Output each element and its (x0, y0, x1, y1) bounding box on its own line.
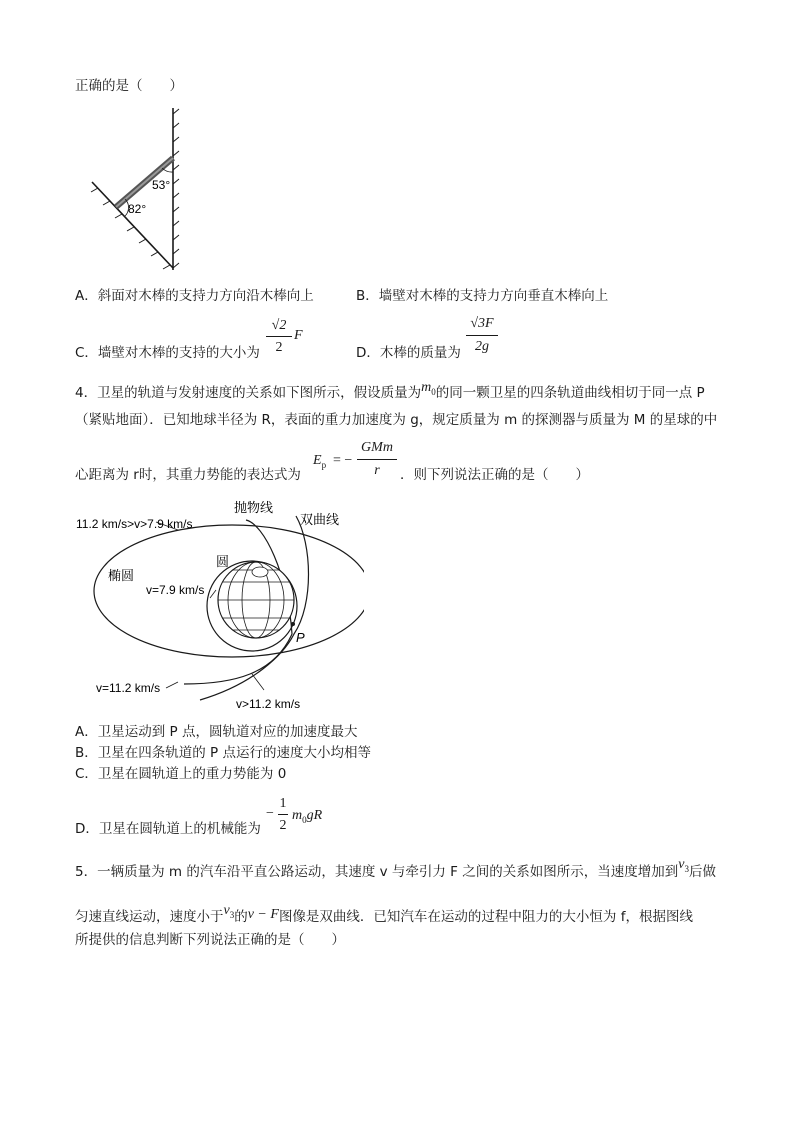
q4-option-c: C．卫星在圆轨道上的重力势能为 0 (75, 766, 287, 782)
q4-option-a: A．卫星运动到 P 点，圆轨道对应的加速度最大 (75, 724, 358, 740)
q3-stem-tail: 正确的是（ ） (75, 78, 183, 94)
q3-figure-rod-wall-incline (78, 98, 188, 278)
q5-line-3: 所提供的信息判断下列说法正确的是（ ） (75, 932, 345, 948)
incline-hatching (91, 188, 170, 269)
q4-d-denominator: 2 (279, 818, 287, 833)
q4-d-minus: − (266, 806, 274, 821)
q4-ep-denominator: r (374, 463, 380, 478)
label-ellipse: 椭圆 (108, 568, 135, 583)
q4-m0: $m_0$ (421, 380, 436, 397)
q3-c-variable: F (294, 328, 303, 343)
q4-d-tail: $m_0gR$ (292, 808, 323, 825)
q3-c-numerator: √2 (271, 318, 287, 333)
point-p-marker (291, 622, 295, 626)
q3-c-fraction-bar (266, 336, 292, 337)
angle-label-82: 82° (128, 202, 147, 216)
q3-d-numerator: √3F (470, 316, 494, 331)
q5-v3-inline: $v_3$ (223, 903, 235, 920)
wall-hatching (173, 109, 179, 268)
q5-line-1: 5．一辆质量为 m 的汽车沿平直公路运动，其速度 v 与牵引力 F 之间的关系如图所示，当速度增加到$v_3$后做 (75, 857, 716, 880)
q3-option-c: C．墙壁对木棒的支持的大小为 (75, 345, 260, 361)
angle-label-53: 53° (152, 178, 171, 192)
q5-v3: $v_3$ (678, 857, 689, 874)
label-parabola: 抛物线 (234, 500, 274, 515)
label-v-parabola: v=11.2 km/s (96, 681, 161, 695)
q4-ep-numerator: GMm (361, 440, 393, 455)
q4-ep-fraction-bar (357, 459, 397, 460)
q4-ep-lhs: $E_p$ (313, 453, 327, 470)
q4-d-fraction-bar (278, 814, 288, 815)
earth-globe (218, 562, 294, 638)
q5-vf: v − F (247, 907, 279, 922)
q3-option-b: B．墙壁对木棒的支持力方向垂直木棒向上 (356, 288, 609, 304)
q4-line-1: 4．卫星的轨道与发射速度的关系如下图所示，假设质量为$m_0$的同一颗卫星的四条轨道曲线相切于同一点 P (75, 380, 705, 401)
q3-option-d: D．木棒的质量为 (356, 345, 461, 361)
q3-c-denominator: 2 (275, 340, 283, 355)
q4-option-d: D．卫星在圆轨道上的机械能为 (75, 821, 261, 837)
q4-orbit-figure (74, 494, 364, 716)
label-point-p: P (296, 630, 305, 645)
q4-line-2: （紧贴地面）．已知地球半径为 R，表面的重力加速度为 g，规定质量为 m 的探测器与质量为 M 的星球的中 (75, 412, 718, 428)
q3-d-denominator: 2g (475, 339, 489, 354)
q4-option-b: B．卫星在四条轨道的 P 点运行的速度大小均相等 (75, 745, 371, 761)
q3-option-a: A．斜面对木棒的支持力方向沿木棒向上 (75, 288, 314, 304)
label-v-circle: v=7.9 km/s (146, 583, 205, 597)
q4-line-3b: ．则下列说法正确的是（ ） (400, 467, 589, 483)
q4-d-numerator: 1 (279, 796, 287, 811)
label-hyperbola: 双曲线 (300, 512, 340, 527)
q4-ep-equals: = − (333, 453, 353, 468)
label-circle: 圆 (216, 554, 230, 569)
label-v-hyperbola: v>11.2 km/s (236, 697, 301, 711)
label-velocity-range: 11.2 km/s>v>7.9 km/s (76, 517, 193, 531)
q3-d-fraction-bar (466, 335, 498, 336)
q5-line-2: 匀速直线运动，速度小于$v_3$的v − F图像是双曲线．已知汽车在运动的过程中阻力的大小恒为 f，根据图线 (75, 903, 693, 925)
q4-line-3a: 心距离为 r时，其重力势能的表达式为 (75, 467, 301, 483)
